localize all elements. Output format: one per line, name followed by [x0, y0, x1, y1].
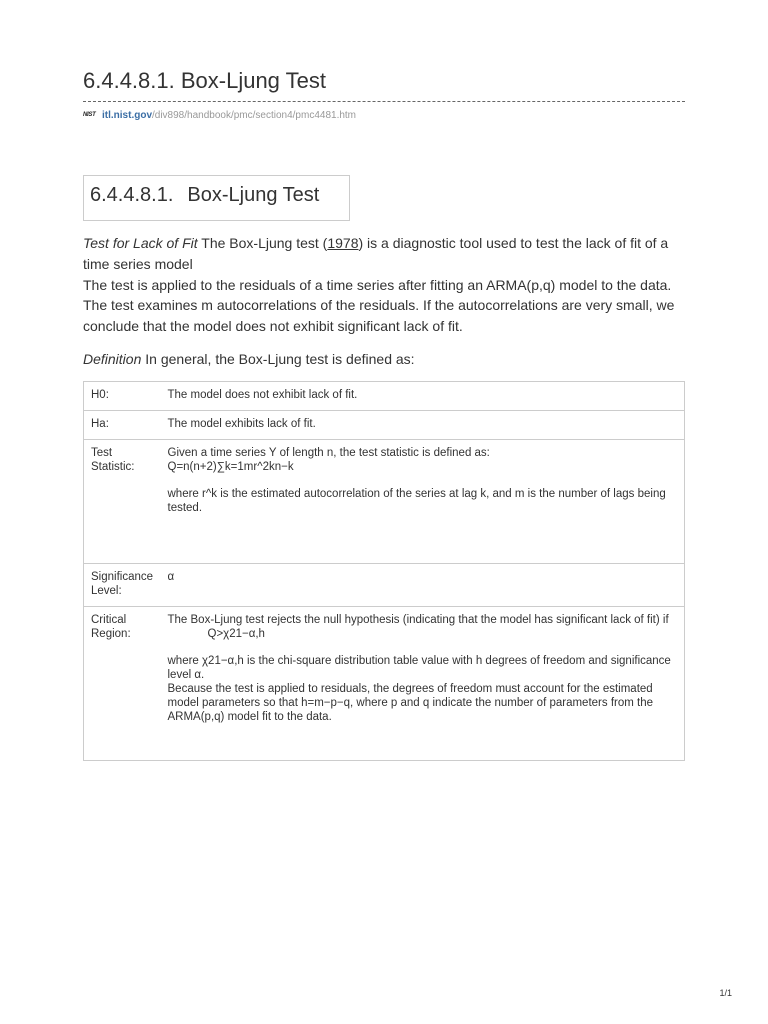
section-heading — [90, 184, 319, 207]
section-name: Box-Ljung Test — [187, 184, 320, 206]
test-statistic-value — [167, 440, 685, 564]
definition-label: Definition — [83, 351, 142, 367]
test-statistic-label — [84, 440, 167, 564]
section-number: 6.4.4.8.1. — [90, 184, 174, 206]
section-heading-box — [83, 175, 350, 221]
critical-region-note-1: where χ21−α,h is the chi-square distribution table value with h degrees of freedom and significance level α. — [167, 655, 671, 681]
page-title: 6.4.4.8.1. Box-Ljung Test — [83, 68, 326, 93]
source-domain[interactable]: itl.nist.gov — [102, 109, 152, 121]
h0-value: The model does not exhibit lack of fit. — [167, 389, 358, 401]
test-statistic-label-line2: Statistic: — [91, 461, 135, 473]
table-row — [84, 440, 685, 564]
ha-value: The model exhibits lack of fit. — [167, 411, 685, 440]
critical-region-intro: The Box-Ljung test rejects the null hypothesis (indicating that the model has significant lack of fit) if — [167, 614, 669, 626]
source-path[interactable]: /div898/handbook/pmc/section4/pmc4481.htm — [152, 109, 357, 121]
definition-paragraph — [83, 349, 693, 370]
significance-label — [84, 564, 167, 607]
significance-value: α — [167, 564, 685, 607]
source-url[interactable] — [83, 108, 356, 122]
critical-region-value — [167, 607, 685, 761]
critical-region-label-line2: Region: — [91, 628, 131, 640]
critical-region-label — [84, 607, 167, 761]
test-statistic-intro: Given a time series Y of length n, the test statistic is defined as: — [167, 447, 490, 459]
h0-label: H0: — [91, 389, 109, 401]
critical-region-note-2: Because the test is applied to residuals, the degrees of freedom must account for the estimated model parameters so that h=m−p−q, where p and q indicate the number of parameters from the ARMA(p,q) model fit to the data. — [167, 683, 654, 723]
critical-region-formula: Q>χ21−α,h — [207, 628, 265, 640]
table-row — [84, 382, 685, 411]
table-row — [84, 411, 685, 440]
table-row — [84, 564, 685, 607]
nist-logo-icon: NIST — [83, 112, 96, 118]
critical-region-label-line1: Critical — [91, 614, 127, 626]
application-text: The test is applied to the residuals of a time series after fitting an ARMA(p,q) model to the data. The test examines m autocorrelations of the residuals. If the autocorrelations are very small, we conclude that the model does not exhibit significant lack of fit. — [83, 276, 675, 335]
purpose-label: Test for Lack of Fit — [83, 235, 198, 251]
test-statistic-formula: Q=n(n+2)∑k=1mr^2kn−k — [167, 461, 294, 473]
significance-label-line1: Significance — [91, 571, 154, 583]
citation-link[interactable]: 1978 — [327, 235, 359, 251]
definition-text: In general, the Box-Ljung test is defined as: — [141, 351, 415, 367]
dashed-divider — [83, 101, 685, 102]
test-statistic-note: where r^k is the estimated autocorrelation of the series at lag k, and m is the number of lags being tested. — [167, 488, 666, 514]
table-row — [84, 607, 685, 761]
page-count: 1/1 — [719, 988, 732, 998]
significance-label-line2: Level: — [91, 585, 122, 597]
intro-paragraph — [83, 233, 693, 337]
test-statistic-label-line1: Test — [91, 447, 113, 459]
purpose-text-b: ) is a diagnostic tool used to test the lack of fit of a time series model — [83, 235, 669, 272]
ha-label: Ha: — [84, 411, 167, 440]
definition-table — [83, 381, 685, 761]
purpose-text-a: The Box-Ljung test ( — [197, 235, 328, 251]
